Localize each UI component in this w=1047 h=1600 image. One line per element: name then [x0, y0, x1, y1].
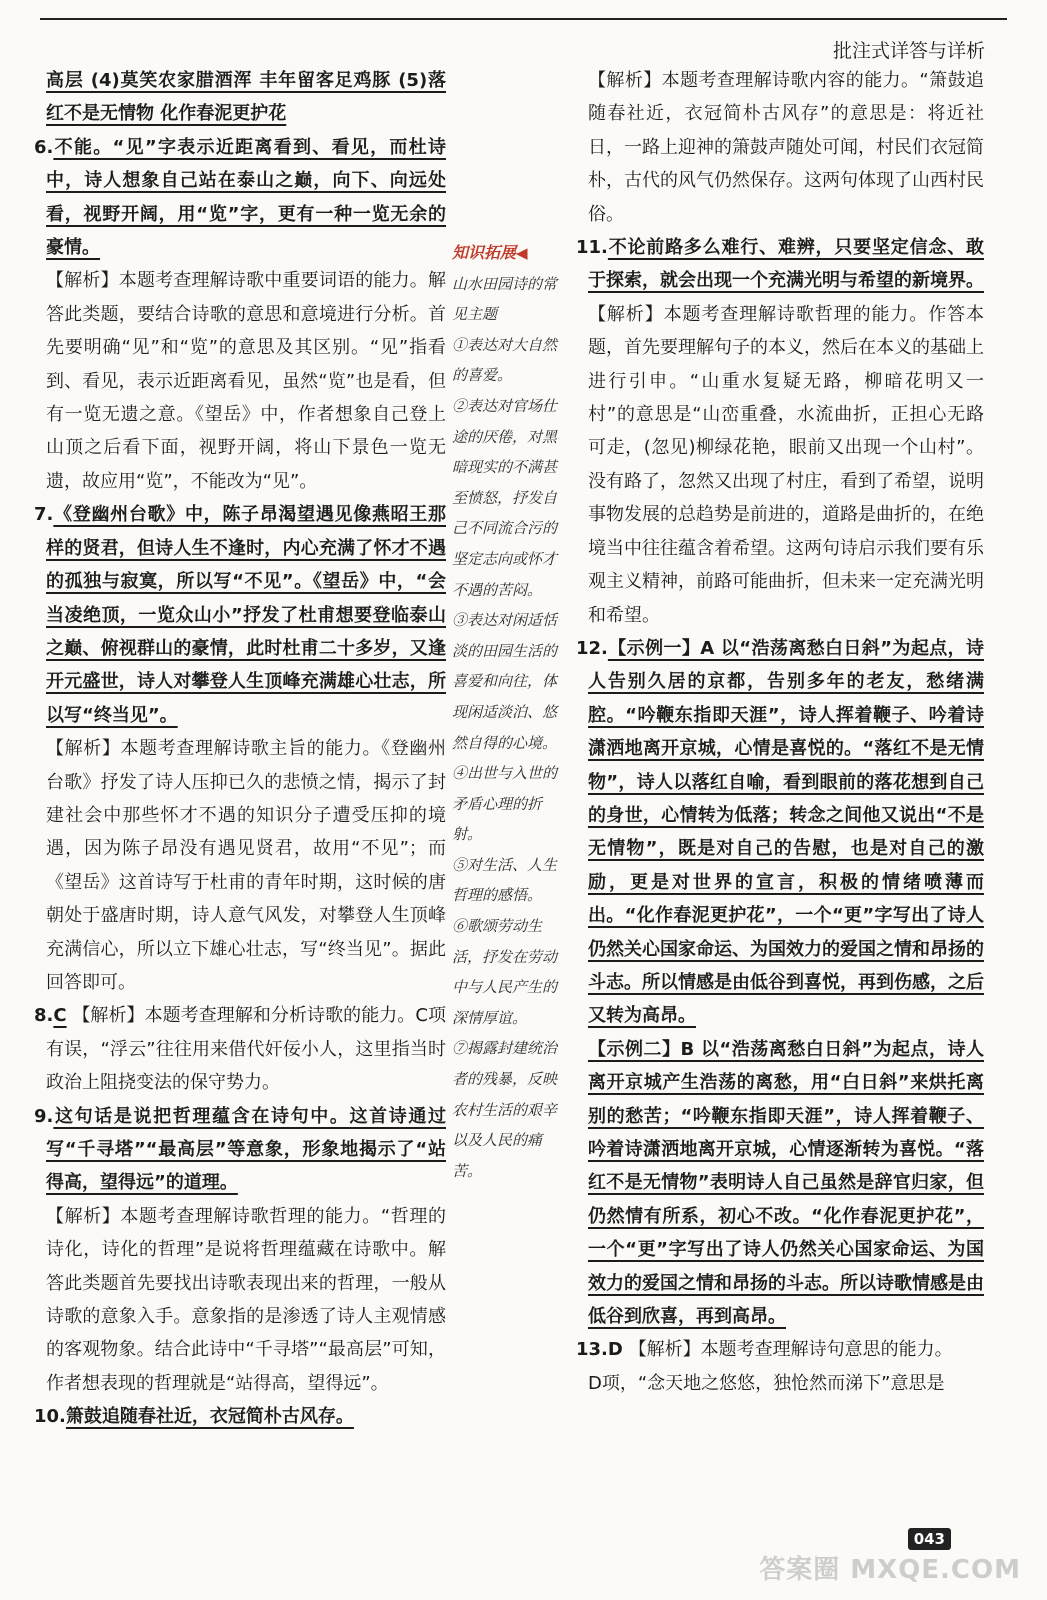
q6-answer: 不能。“见”字表示近距离看到、看见，而杜诗中，诗人想象自己站在泰山之巅，向下、向远处看，视野开阔，用“览”字，更有一种一览无余的豪情。	[46, 136, 446, 259]
knowledge-line-1: ①表达对大自然的喜爱。	[452, 335, 558, 385]
q8	[34, 999, 446, 1099]
q7-answer: 《登幽州台歌》中，陈子昂渴望遇见像燕昭王那样的贤君，但诗人生不逢时，内心充满了怀才不遇的孤独与寂寞，所以写“不见”。《望岳》中，“会当凌绝顶，一览众山小”抒发了杜甫想要登临泰山之巅、俯视群山的豪情，此时杜甫二十多岁，又逢开元盛世，诗人对攀登人生顶峰充满雄心壮志，所以写“终当见”。	[46, 504, 446, 726]
q9-answer: 这句话是说把哲理蕴含在诗句中。这首诗通过写“千寻塔”“最高层”等意象，形象地揭示了“站得高，望得远”的道理。	[46, 1105, 446, 1194]
knowledge-line-3: ③表达对闲适恬淡的田园生活的喜爱和向往，体现闲适淡泊、悠然自得的心境。	[452, 611, 558, 752]
q7	[34, 498, 446, 732]
q8-answer: C	[53, 1005, 67, 1027]
q12-example-a: 【示例一】A 以“浩荡离愁白日斜”为起点，诗人告别久居的京都，告别多年的老友，愁绪满腔。“吟鞭东指即天涯”，诗人挥着鞭子、吟着诗潇洒地离开京城，心情是喜悦的。“落红不是无情物”，诗人以落红自喻，看到眼前的落花想到自己的身世，心情转为低落；转念之间他又说出“不是无情物”，既是对自己的告慰，也是对自己的激励，更是对世界的宣言，积极的情绪喷薄而出。“化作春泥更护花”，一个“更”字写出了诗人仍然关心国家命运、为国效力的爱国之情和昂扬的斗志。所以情感是由低谷到喜悦，再到伤感，之后又转为高昂。	[588, 637, 984, 1027]
right-column	[576, 64, 984, 1400]
q6	[34, 131, 446, 265]
q10	[34, 1400, 446, 1433]
q8-number: 8.	[34, 1005, 54, 1027]
q11-explanation: 【解析】本题考查理解诗歌哲理的能力。作答本题，首先要理解句子的本义，然后在本义的基础上进行引申。“山重水复疑无路，柳暗花明又一村”的意思是“山峦重叠，水流曲折，正担心无路可走，(忽见)柳绿花艳，眼前又出现一个山村”。没有路了，忽然又出现了村庄，看到了希望，说明事物发展的总趋势是前进的，道路是曲折的，在绝境当中往往蕴含着希望。这两句诗启示我们要有乐观主义精神，前路可能曲折，但未来一定充满光明和希望。	[588, 303, 984, 626]
knowledge-line-0: 山水田园诗的常见主题	[452, 274, 558, 324]
q11	[576, 231, 984, 298]
knowledge-sidebar	[452, 238, 570, 1186]
q12	[576, 632, 984, 1033]
q13-number: 13.	[576, 1339, 608, 1361]
q10-number: 10.	[34, 1406, 66, 1428]
q5-continuation: 高层 (4)莫笑农家腊酒浑 丰年留客足鸡豚 (5)落红不是无情物 化作春泥更护花	[46, 70, 446, 125]
q7-number: 7.	[34, 504, 54, 526]
knowledge-line-6: ⑥歌颂劳动生活，抒发在劳动中与人民产生的深情厚谊。	[452, 917, 558, 1027]
q12-number: 12.	[576, 637, 608, 659]
knowledge-line-7: ⑦揭露封建统治者的残暴，反映农村生活的艰辛以及人民的痛苦。	[452, 1039, 558, 1180]
q8-explanation: 【解析】本题考查理解和分析诗歌的能力。C项有误，“浮云”往往用来借代奸佞小人，这里指当时政治上阻挠变法的保守势力。	[46, 1005, 446, 1094]
q10-explanation: 【解析】本题考查理解诗歌内容的能力。“箫鼓追随春社近，衣冠简朴古风存”的意思是：将近社日，一路上迎神的箫鼓声随处可闻，村民们衣冠简朴，古代的风气仍然保存。这两句体现了山西村民俗。	[588, 70, 984, 225]
q11-answer: 不论前路多么难行、难辨，只要坚定信念、敢于探索，就会出现一个充满光明与希望的新境界。	[588, 237, 984, 292]
knowledge-line-4: ④出世与入世的矛盾心理的折射。	[452, 764, 558, 844]
q9	[34, 1100, 446, 1200]
q6-number: 6.	[34, 136, 54, 158]
q12-example-b: 【示例二】B 以“浩荡离愁白日斜”为起点，诗人离开京城产生浩荡的离愁，用“白日斜”来烘托离别的愁苦；“吟鞭东指即天涯”，诗人挥着鞭子、吟着诗潇洒地离开京城，心情逐渐转为喜悦。“落红不是无情物”表明诗人自己虽然是辞官归家，但仍然情有所系，初心不改。“化作春泥更护花”，一个“更”字写出了诗人仍然关心国家命运、为国效力的爱国之情和昂扬的斗志。所以诗歌情感是由低谷到欣喜，再到高昂。	[588, 1038, 984, 1328]
knowledge-title: 知识拓展◀	[452, 243, 528, 262]
q10-answer: 箫鼓追随春社近，衣冠简朴古风存。	[65, 1406, 354, 1428]
header-rule	[40, 18, 1007, 20]
knowledge-line-5: ⑤对生活、人生哲理的感悟。	[452, 855, 558, 905]
knowledge-line-2: ②表达对官场仕途的厌倦，对黑暗现实的不满甚至愤怒，抒发自己不同流合污的坚定志向或怀才不遇的苦闷。	[452, 396, 558, 599]
q7-explanation: 【解析】本题考查理解诗歌主旨的能力。《登幽州台歌》抒发了诗人压抑已久的悲愤之情，揭示了封建社会中那些怀才不遇的知识分子遭受压抑的境遇，因为陈子昂没有遇见贤君，故用“不见”；而《望岳》这首诗写于杜甫的青年时期，这时候的唐朝处于盛唐时期，诗人意气风发，对攀登人生顶峰充满信心，所以立下雄心壮志，写“终当见”。据此回答即可。	[46, 738, 446, 993]
left-column	[34, 64, 446, 1434]
q13-explanation: 【解析】本题考查理解诗句意思的能力。	[628, 1339, 953, 1361]
q11-number: 11.	[576, 237, 608, 259]
q13-answer: D	[607, 1339, 623, 1361]
q13-continuation: D项，“念天地之悠悠，独怆然而涕下”意思是	[588, 1372, 945, 1394]
q9-explanation: 【解析】本题考查理解诗歌哲理的能力。“哲理的诗化，诗化的哲理”是说将哲理蕴藏在诗歌中。解答此类题首先要找出诗歌表现出来的哲理，一般从诗歌的意象入手。意象指的是渗透了诗人主观情感的客观物象。结合此诗中“千寻塔”“最高层”可知，作者想表现的哲理就是“站得高，望得远”。	[46, 1205, 446, 1394]
q13	[576, 1333, 984, 1366]
page-number: 043	[908, 1528, 951, 1550]
watermark-logo: 答案圈 MXQE.COM	[759, 1555, 1021, 1585]
page-header: 批注式详答与详析	[832, 40, 985, 62]
q9-number: 9.	[34, 1105, 54, 1127]
q6-explanation: 【解析】本题考查理解诗歌中重要词语的能力。解答此类题，要结合诗歌的意思和意境进行分析。首先要明确“见”和“览”的意思及其区别。“见”指看到、看见，表示近距离看见，虽然“览”也是看，但有一览无遗之意。《望岳》中，作者想象自己登上山顶之后看下面，视野开阔，将山下景色一览无遗，故应用“览”，不能改为“见”。	[46, 270, 446, 492]
